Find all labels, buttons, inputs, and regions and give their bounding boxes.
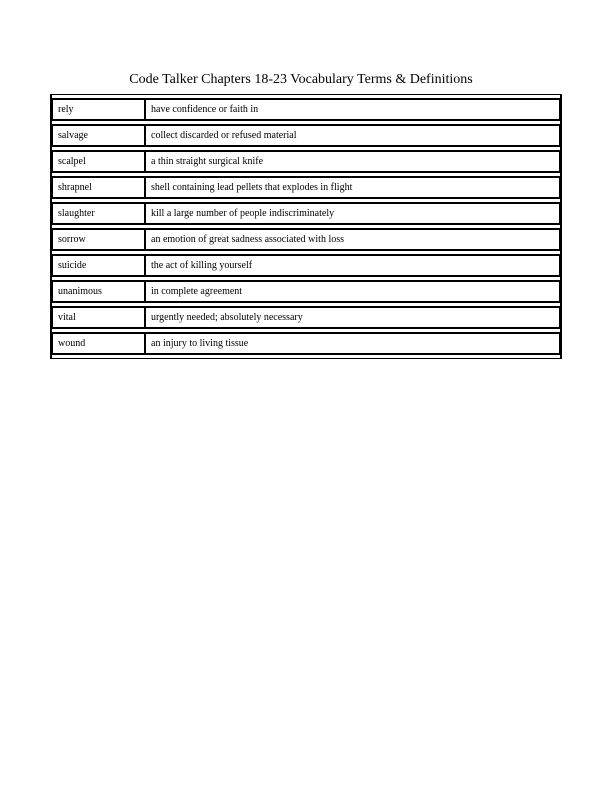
definition-cell: urgently needed; absolutely necessary [146,306,560,329]
table-row [52,202,560,225]
table-row [52,98,560,121]
table-row [52,332,560,355]
term-cell: wound [52,332,146,355]
term-cell: sorrow [52,228,146,251]
definition-cell: shell containing lead pellets that explodes in flight [146,176,560,199]
term-cell: unanimous [52,280,146,303]
vocabulary-table [50,94,562,359]
page-title: Code Talker Chapters 18-23 Vocabulary Terms & Definitions [129,72,473,87]
definition-cell: have confidence or faith in [146,98,560,121]
term-cell: suicide [52,254,146,277]
table-row [52,228,560,251]
term-cell: slaughter [52,202,146,225]
definition-cell: collect discarded or refused material [146,124,560,147]
definition-cell: kill a large number of people indiscriminately [146,202,560,225]
table-row [52,150,560,173]
table-row [52,124,560,147]
term-cell: vital [52,306,146,329]
term-cell: scalpel [52,150,146,173]
definition-cell: in complete agreement [146,280,560,303]
table-row [52,306,560,329]
definition-cell: an emotion of great sadness associated with loss [146,228,560,251]
table-row [52,280,560,303]
table-row [52,254,560,277]
definition-cell: the act of killing yourself [146,254,560,277]
term-cell: shrapnel [52,176,146,199]
table-row [52,176,560,199]
term-cell: rely [52,98,146,121]
term-cell: salvage [52,124,146,147]
definition-cell: a thin straight surgical knife [146,150,560,173]
definition-cell: an injury to living tissue [146,332,560,355]
